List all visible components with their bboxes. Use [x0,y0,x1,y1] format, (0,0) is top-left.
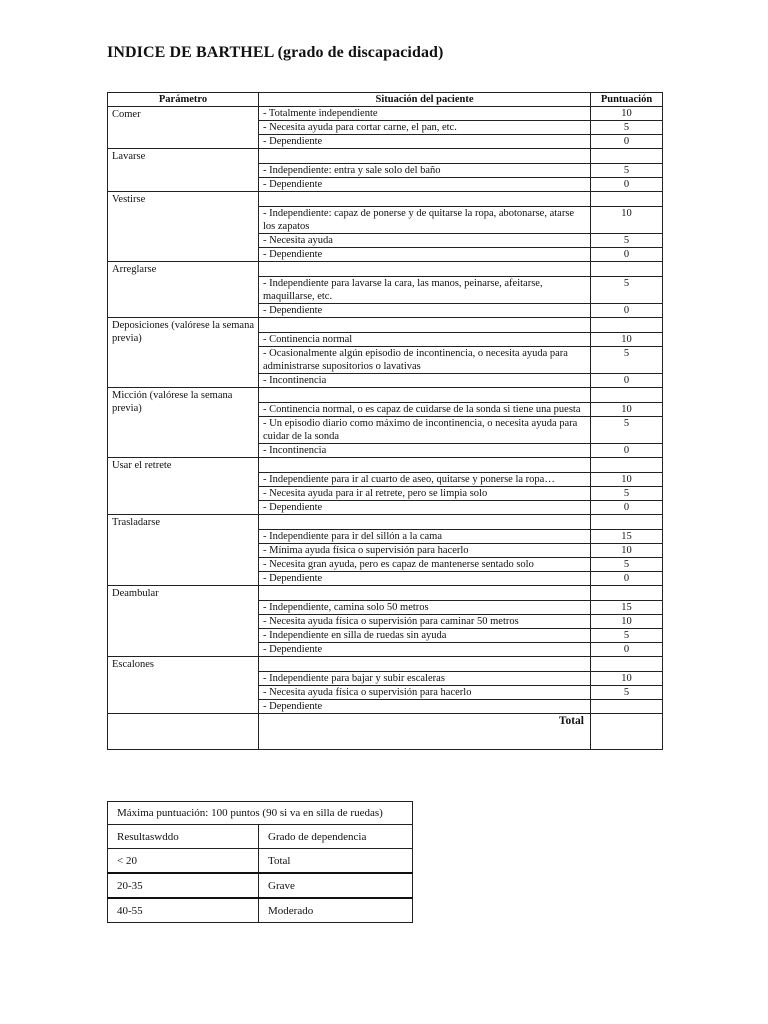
situation-option: - Dependiente [259,248,591,262]
situation-option: - Mínima ayuda física o supervisión para hacerlo [259,544,591,558]
situation-option: - Dependiente [259,700,591,714]
situation-blank [259,149,591,164]
parameter-name: Deposiciones (valórese la semana previa) [108,318,259,388]
score-value: 5 [591,686,663,700]
total-blank-left [108,714,259,750]
summary-result: 20-35 [108,873,259,898]
table-row [108,458,663,473]
document-title: INDICE DE BARTHEL (grado de discapacidad) [107,44,444,61]
situation-option: - Necesita gran ayuda, pero es capaz de mantenerse sentado solo [259,558,591,572]
summary-header-row [108,825,413,849]
score-value: 5 [591,234,663,248]
situation-option: - Independiente, camina solo 50 metros [259,601,591,615]
score-value: 10 [591,333,663,347]
situation-option: - Ocasionalmente algún episodio de incontinencia, o necesita ayuda para administrarse supositorios o lavativas [259,347,591,374]
score-blank [591,192,663,207]
parameter-name: Usar el retrete [108,458,259,515]
parameter-name: Deambular [108,586,259,657]
summary-row [108,898,413,923]
situation-option: - Dependiente [259,135,591,149]
situation-option: - Independiente en silla de ruedas sin ayuda [259,629,591,643]
summary-header-result: Resultaswddo [108,825,259,849]
score-value: 0 [591,304,663,318]
situation-option: - Dependiente [259,501,591,515]
situation-option: - Continencia normal, o es capaz de cuidarse de la sonda si tiene una puesta [259,403,591,417]
situation-option: - Independiente para lavarse la cara, las manos, peinarse, afeitarse, maquillarse, etc. [259,277,591,304]
table-row [108,586,663,601]
score-value: 10 [591,672,663,686]
table-header-row [108,93,663,107]
parameter-name: Lavarse [108,149,259,192]
table-row [108,149,663,164]
score-value: 10 [591,107,663,121]
score-blank [591,458,663,473]
situation-option: - Continencia normal [259,333,591,347]
table-row [108,318,663,333]
situation-option: - Dependiente [259,572,591,586]
summary-header-grade: Grado de dependencia [259,825,413,849]
header-score: Puntuación [591,93,663,107]
summary-row [108,849,413,874]
situation-option: - Necesita ayuda para ir al retrete, pero se limpia solo [259,487,591,501]
parameter-name: Arreglarse [108,262,259,318]
situation-blank [259,515,591,530]
situation-blank [259,262,591,277]
score-value: 15 [591,530,663,544]
score-value: 10 [591,473,663,487]
situation-option: - Necesita ayuda [259,234,591,248]
score-blank [591,262,663,277]
score-value: 5 [591,417,663,444]
situation-option: - Independiente para bajar y subir escaleras [259,672,591,686]
summary-grade: Grave [259,873,413,898]
table-row [108,515,663,530]
score-value: 10 [591,207,663,234]
parameter-name: Trasladarse [108,515,259,586]
score-value: 5 [591,277,663,304]
situation-option: - Necesita ayuda física o supervisión para caminar 50 metros [259,615,591,629]
situation-option: - Dependiente [259,178,591,192]
score-value: 5 [591,347,663,374]
score-value: 0 [591,135,663,149]
score-value: 0 [591,501,663,515]
situation-option: - Dependiente [259,643,591,657]
barthel-table-body [108,107,663,750]
situation-option: - Independiente para ir al cuarto de aseo, quitarse y ponerse la ropa… [259,473,591,487]
score-blank [591,586,663,601]
score-value: 5 [591,629,663,643]
score-value: 10 [591,544,663,558]
situation-option: - Totalmente independiente [259,107,591,121]
situation-option: - Dependiente [259,304,591,318]
summary-grade: Moderado [259,898,413,923]
situation-blank [259,586,591,601]
score-value: 5 [591,164,663,178]
summary-max-row [108,802,413,825]
total-label: Total [259,714,591,750]
parameter-name: Micción (valórese la semana previa) [108,388,259,458]
header-parameter: Parámetro [108,93,259,107]
situation-option: - Necesita ayuda física o supervisión para hacerlo [259,686,591,700]
score-value: 10 [591,403,663,417]
situation-option: - Incontinencia [259,444,591,458]
table-row [108,262,663,277]
situation-blank [259,458,591,473]
score-value: 5 [591,487,663,501]
dependency-summary-table [107,801,413,923]
summary-grade: Total [259,849,413,874]
situation-blank [259,192,591,207]
situation-option: - Independiente: entra y sale solo del baño [259,164,591,178]
parameter-name: Comer [108,107,259,149]
score-value: 5 [591,558,663,572]
situation-option: - Un episodio diario como máximo de incontinencia, o necesita ayuda para cuidar de la sonda [259,417,591,444]
table-row [108,657,663,672]
summary-row [108,873,413,898]
header-situation: Situación del paciente [259,93,591,107]
score-value: 0 [591,572,663,586]
total-row [108,714,663,750]
score-blank [591,318,663,333]
score-value: 0 [591,248,663,262]
situation-blank [259,657,591,672]
score-value: 0 [591,178,663,192]
score-blank [591,149,663,164]
score-value: 10 [591,615,663,629]
table-row [108,388,663,403]
situation-blank [259,388,591,403]
barthel-index-table [107,92,663,750]
score-value: 0 [591,643,663,657]
score-blank [591,388,663,403]
score-blank [591,515,663,530]
score-value [591,700,663,714]
situation-option: - Independiente: capaz de ponerse y de quitarse la ropa, abotonarse, atarse los zapatos [259,207,591,234]
score-blank [591,657,663,672]
score-value: 5 [591,121,663,135]
situation-option: - Independiente para ir del sillón a la cama [259,530,591,544]
parameter-name: Vestirse [108,192,259,262]
summary-result: 40-55 [108,898,259,923]
total-score-field [591,714,663,750]
summary-result: < 20 [108,849,259,874]
table-row [108,107,663,121]
score-value: 15 [591,601,663,615]
situation-option: - Incontinencia [259,374,591,388]
situation-option: - Necesita ayuda para cortar carne, el pan, etc. [259,121,591,135]
score-value: 0 [591,444,663,458]
table-row [108,192,663,207]
score-value: 0 [591,374,663,388]
parameter-name: Escalones [108,657,259,714]
situation-blank [259,318,591,333]
max-points-note: Máxima puntuación: 100 puntos (90 si va en silla de ruedas) [108,802,413,825]
